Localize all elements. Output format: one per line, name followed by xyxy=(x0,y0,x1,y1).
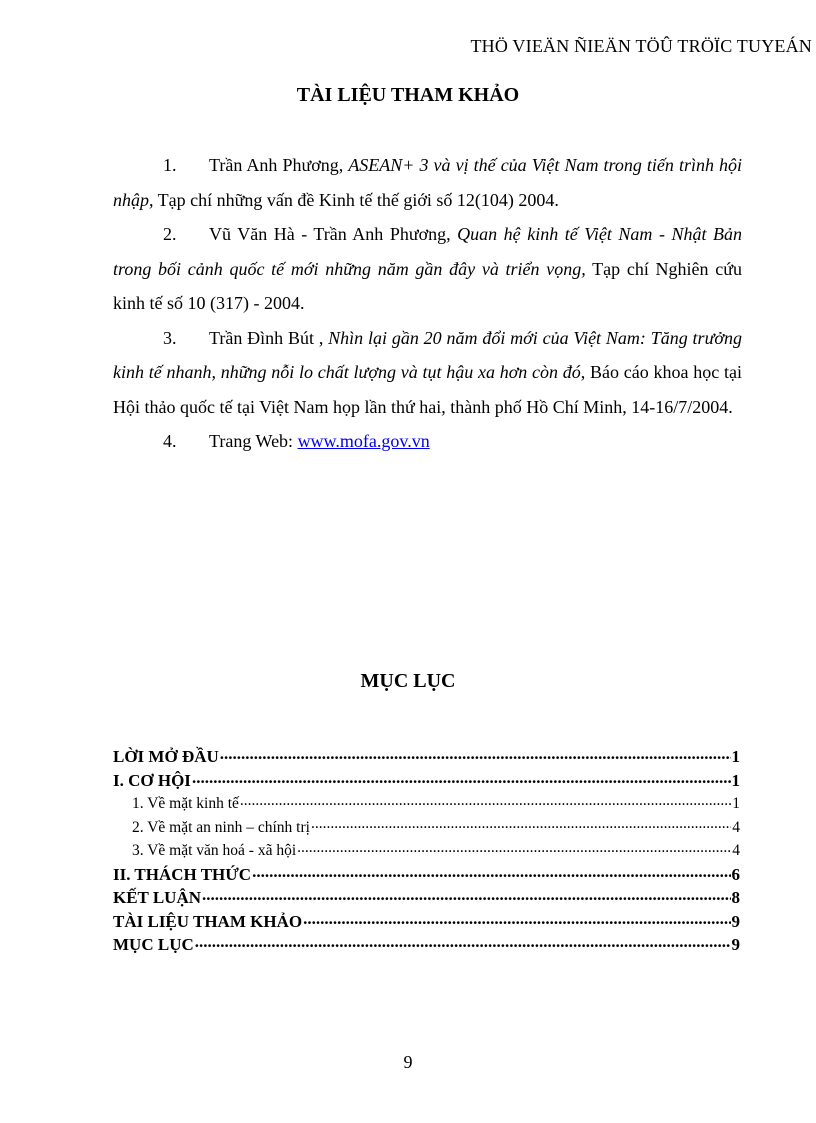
toc-entry[interactable] xyxy=(113,745,740,769)
toc-leader-dots xyxy=(192,769,731,786)
reference-number: 4. xyxy=(163,431,177,451)
references-title: TÀI LIỆU THAM KHẢO xyxy=(296,84,520,106)
reference-item xyxy=(113,424,742,459)
reference-number: 2. xyxy=(163,224,177,244)
toc-leader-dots xyxy=(220,745,731,762)
reference-number: 1. xyxy=(163,155,177,175)
reference-item xyxy=(113,148,742,217)
toc-leader-dots xyxy=(252,863,730,880)
toc-title: MỤC LỤC xyxy=(360,670,456,692)
toc-entry-label: I. CƠ HỘI xyxy=(113,770,191,790)
reference-list xyxy=(113,148,742,459)
reference-title: Nhìn lại gần 20 năm đổi mới của Việt Nam: Tăng trưởng kinh tế nhanh, những nỗi lo chất lượng và tụt hậu xa hơn còn đó xyxy=(113,327,742,382)
toc-entry-label: II. THÁCH THỨC xyxy=(113,864,252,884)
toc-entry-page: 4 xyxy=(732,842,740,859)
reference-title: Quan hệ kinh tế Việt Nam - Nhật Bản trong bối cảnh quốc tế mới những năm gần đây và triển vọng, xyxy=(113,224,742,279)
toc-entry[interactable] xyxy=(113,910,740,934)
toc-entry-label: 2. Về mặt an ninh – chính trị xyxy=(132,818,310,836)
toc-entry[interactable] xyxy=(113,792,740,816)
toc-entry-label: 1. Về mặt kinh tế xyxy=(132,795,239,812)
toc-entry-page: 1 xyxy=(732,795,740,812)
toc-leader-dots xyxy=(202,886,730,903)
toc-entry-page: 9 xyxy=(731,935,740,954)
toc-entry[interactable] xyxy=(113,816,740,840)
toc-entry[interactable] xyxy=(113,933,740,957)
toc-entry[interactable] xyxy=(113,863,740,887)
reference-item xyxy=(113,321,742,425)
toc-entry-page: 1 xyxy=(731,770,740,790)
toc-entry-page: 4 xyxy=(732,818,740,836)
reference-author: Vũ Văn Hà - Trần Anh Phương, xyxy=(209,224,458,244)
toc-entry[interactable] xyxy=(113,886,740,910)
reference-prefix: Trang Web: xyxy=(209,431,298,451)
toc-entry-label: 3. Về mặt văn hoá - xã hội xyxy=(132,842,297,859)
page-number: 9 xyxy=(403,1052,413,1072)
toc-entry-label: KẾT LUẬN xyxy=(113,888,202,907)
toc-entry-label: LỜI MỞ ĐẦU xyxy=(113,747,219,766)
reference-author: Trần Anh Phương, xyxy=(209,155,349,175)
toc-entry-page: 6 xyxy=(731,864,740,884)
toc-entry-page: 8 xyxy=(731,888,740,907)
running-header: THÖ VIEÄN ÑIEÄN TÖÛ TRÖÏC TUYEÁN xyxy=(470,36,812,56)
table-of-contents xyxy=(113,745,740,957)
website-link[interactable]: www.mofa.gov.vn xyxy=(297,431,430,451)
toc-entry[interactable] xyxy=(113,839,740,863)
toc-leader-dots xyxy=(303,910,730,927)
toc-entry-page: 9 xyxy=(731,911,740,931)
reference-author: Trần Đình Bút , xyxy=(209,327,329,348)
reference-source: , Báo cáo khoa học tại Hội thảo quốc tế tại Việt Nam họp lần thứ hai, thành phố Hồ Chí Minh, 14-16/7/2004. xyxy=(113,362,742,417)
reference-source: , Tạp chí những vấn đề Kinh tế thế giới số 12(104) 2004. xyxy=(149,189,559,210)
toc-leader-dots xyxy=(195,933,731,950)
toc-leader-dots xyxy=(311,816,731,832)
toc-entry-label: MỤC LỤC xyxy=(113,935,194,954)
reference-source: Tạp chí Nghiên cứu kinh tế số 10 (317) - 2004. xyxy=(113,258,742,313)
reference-item xyxy=(113,217,742,321)
toc-leader-dots xyxy=(297,840,731,856)
toc-entry-page: 1 xyxy=(731,747,740,766)
toc-leader-dots xyxy=(240,793,731,809)
reference-title: ASEAN+ 3 và vị thế của Việt Nam trong tiến trình hội nhập xyxy=(113,155,743,210)
toc-entry[interactable] xyxy=(113,769,740,793)
toc-entry-label: TÀI LIỆU THAM KHẢO xyxy=(113,911,303,931)
reference-number: 3. xyxy=(163,327,177,348)
